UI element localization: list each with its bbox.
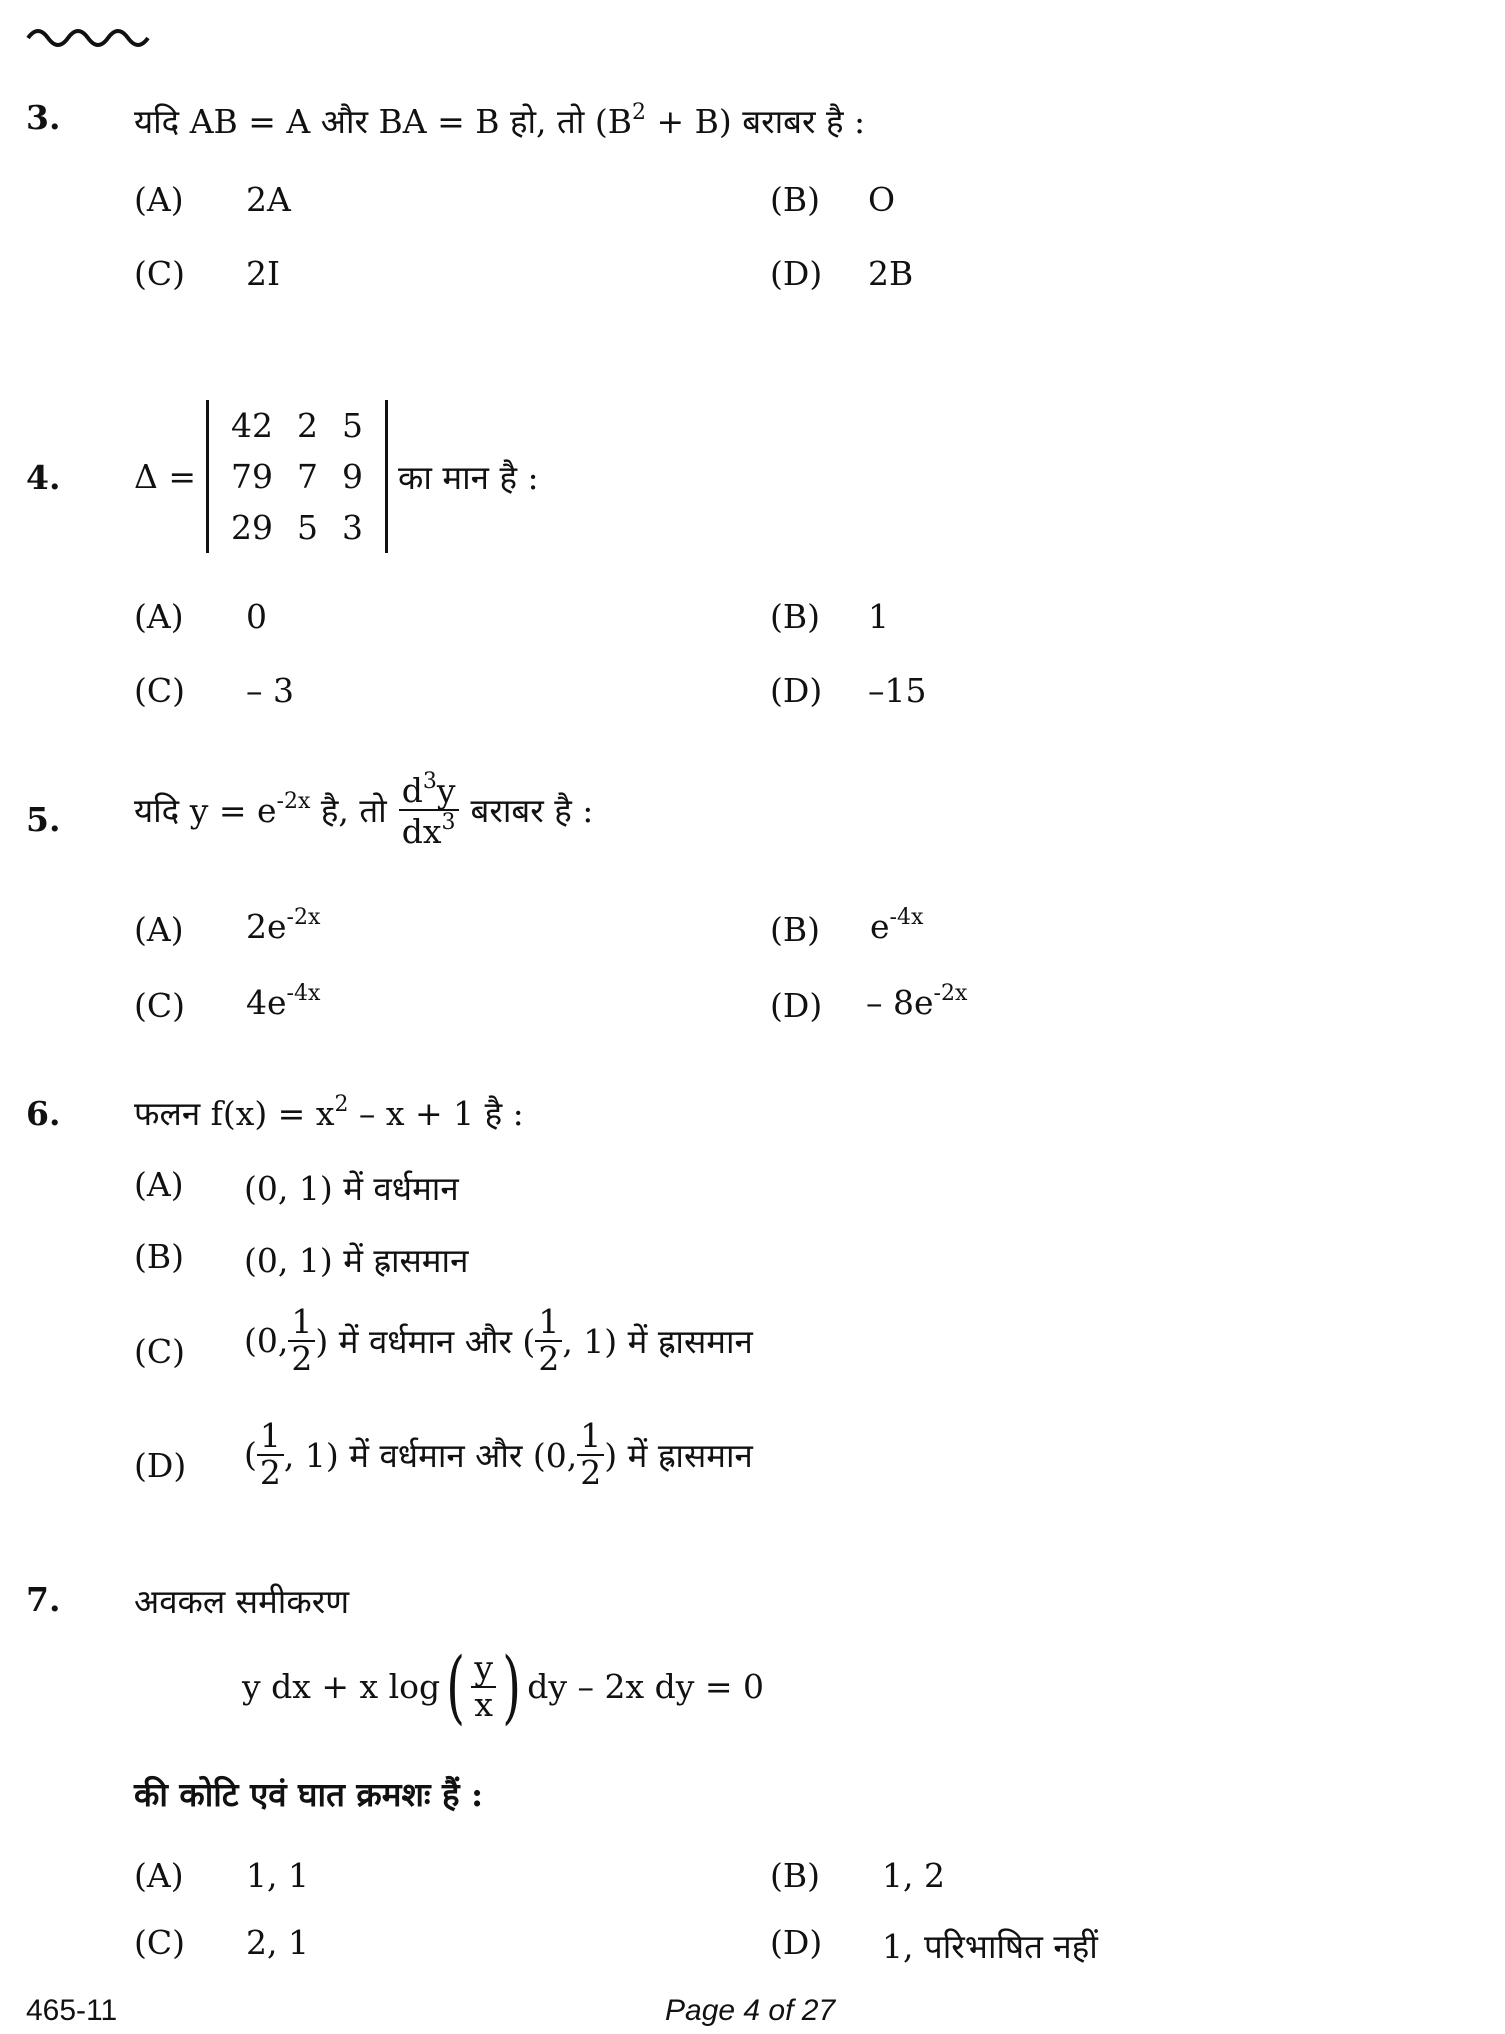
option-a: (A) xyxy=(134,1165,184,1204)
option-c: (C) xyxy=(134,986,185,1025)
option-a: (A) xyxy=(134,597,184,636)
option-d: (D) xyxy=(770,1923,823,1962)
option-c: (C) xyxy=(134,1332,185,1371)
option-d: (D) xyxy=(770,254,823,293)
option-a-value: (0, 1) में वर्धमान xyxy=(244,1169,459,1208)
q-suffix: का मान है : xyxy=(397,458,539,497)
question-text xyxy=(134,400,539,553)
option-a: (A) xyxy=(134,1856,184,1895)
q-sup: 2 xyxy=(631,100,646,125)
page-number: Page 4 of 27 xyxy=(665,1994,836,2027)
option-a-value: 1, 1 xyxy=(246,1856,309,1895)
option-a: (A) xyxy=(134,180,184,219)
question-text: अवकल समीकरण xyxy=(134,1582,350,1621)
q-prefix: यदि xyxy=(134,102,180,141)
option-d-value: ( $\frac{1}{2}$ , 1) में वर्धमान और (0, $\frac{1}{2}$ ) में ह्रासमान xyxy=(244,1416,753,1492)
option-d-value: –15 xyxy=(868,671,927,710)
question-number: 7. xyxy=(26,1580,61,1619)
option-b: (B) xyxy=(770,597,820,636)
option-b-value: 1, 2 xyxy=(882,1856,945,1895)
equation: y dx + x log ( $\frac{y}{x}$ ) dy – 2x dy = 0 xyxy=(242,1640,764,1733)
question-text: यदि $y = e^{-2x}$ है, तो $\frac{d^3y}{dx^3}$ बराबर है : xyxy=(134,769,594,851)
option-d-value: 2B xyxy=(868,254,914,293)
question-text xyxy=(134,98,865,143)
option-b: (B) xyxy=(770,180,820,219)
option-a-value: 0 xyxy=(246,597,267,636)
option-d: (D) xyxy=(770,671,823,710)
option-c-value: (0, $\frac{1}{2}$ ) में वर्धमान और ( $\frac{1}{2}$ , 1) में ह्रासमान xyxy=(244,1302,753,1378)
option-c-value: $4e^{-4x}$ xyxy=(246,981,321,1022)
option-c-value: 2I xyxy=(246,254,281,293)
option-a-value: 2A xyxy=(246,180,291,219)
question-number: 3. xyxy=(26,98,61,137)
determinant: 42 2 5 79 7 9 29 5 3 xyxy=(206,400,388,553)
option-b: (B) xyxy=(134,1237,184,1276)
option-d-value: – $8e^{-2x}$ xyxy=(866,981,968,1022)
option-b-value: $e^{-4x}$ xyxy=(870,905,924,946)
option-b-value: 1 xyxy=(868,597,889,636)
option-c: (C) xyxy=(134,671,185,710)
q-text: AB = A और BA = B हो, तो (B xyxy=(189,102,632,141)
question-number: 5. xyxy=(26,800,61,839)
option-b-value: O xyxy=(868,180,896,219)
option-d: (D) xyxy=(134,1446,187,1485)
question-number: 4. xyxy=(26,458,61,497)
wavy-mark-icon xyxy=(26,26,156,56)
option-c-value: – 3 xyxy=(246,671,294,710)
option-d-value: 1, परिभाषित नहीं xyxy=(882,1927,1098,1966)
option-c: (C) xyxy=(134,1923,185,1962)
option-b-value: (0, 1) में ह्रासमान xyxy=(244,1241,469,1280)
paper-code: 465-11 xyxy=(26,1994,118,2027)
option-b: (B) xyxy=(770,910,820,949)
question-text: फलन $f(x) = x^2 - x + 1$ है : xyxy=(134,1092,524,1133)
option-a: (A) xyxy=(134,910,184,949)
q-text2: + B) बराबर है : xyxy=(645,102,866,141)
question-number: 6. xyxy=(26,1094,61,1133)
question-text-2: की कोटि एवं घात क्रमशः हैं : xyxy=(134,1775,484,1814)
delta-symbol: Δ = xyxy=(134,457,196,496)
option-c: (C) xyxy=(134,254,185,293)
derivative-fraction: $\frac{d^3y}{dx^3}$ xyxy=(399,770,459,849)
option-d: (D) xyxy=(770,986,823,1025)
option-c-value: 2, 1 xyxy=(246,1923,309,1962)
option-a-value: $2e^{-2x}$ xyxy=(246,905,321,946)
option-b: (B) xyxy=(770,1856,820,1895)
